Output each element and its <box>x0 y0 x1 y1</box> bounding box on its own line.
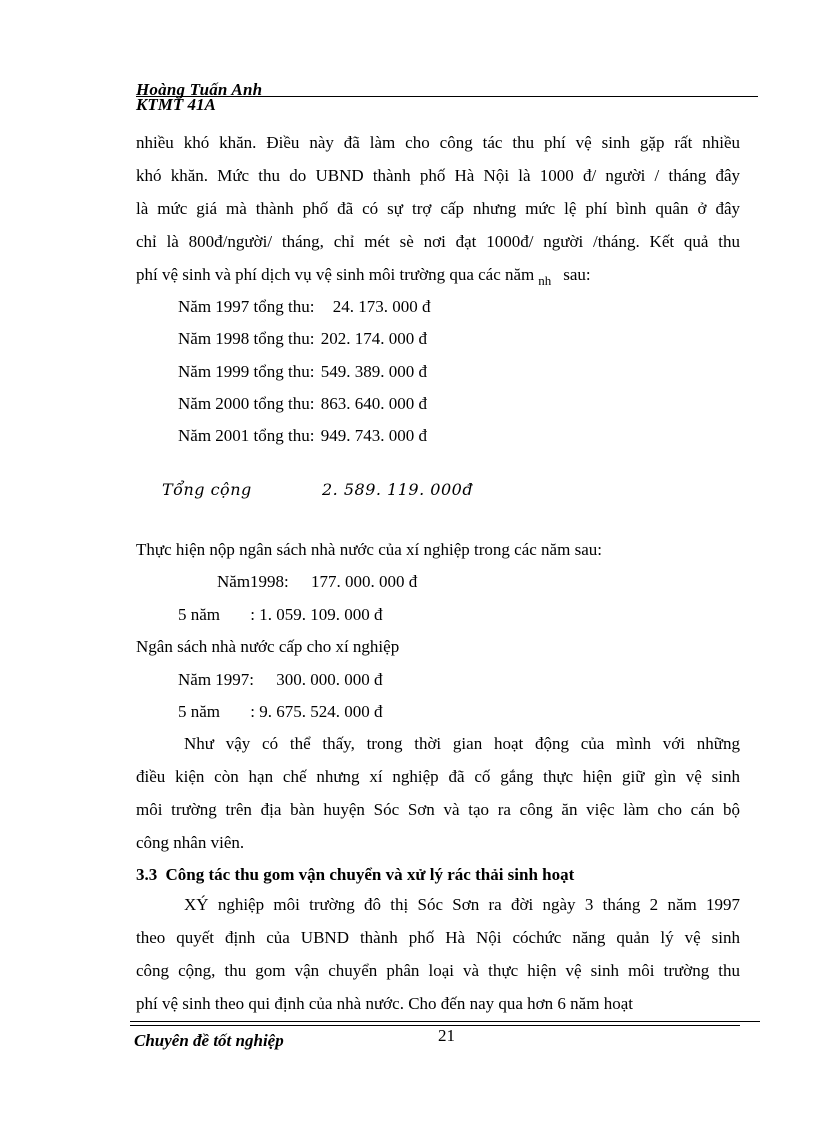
footer-rule-top <box>130 1021 760 1022</box>
line-start: phí vệ sinh và phí dịch vụ vệ sinh môi trường qua các năm <box>136 265 535 284</box>
paragraph-line: công nhân viên. <box>136 833 245 852</box>
paragraph-line: XÝ nghiệp môi trường đô thị Sóc Sơn ra đời ngày 3 tháng 2 năm 1997 <box>184 895 740 914</box>
revenue-row <box>178 322 427 355</box>
revenue-amount: 863. 640. 000 đ <box>320 394 427 413</box>
revenue-row <box>178 387 427 420</box>
budget-paid-intro: Thực hiện nộp ngân sách nhà nước của xí nghiệp trong các năm sau: <box>136 540 602 559</box>
paragraph-line: điều kiện còn hạn chế nhưng xí nghiệp đã cố gắng thực hiện giữ gìn vệ sinh <box>136 767 740 786</box>
budget-paid-year-amount: 177. 000. 000 đ <box>311 572 418 591</box>
paragraph-line: Như vậy có thể thấy, trong thời gian hoạt động của mình với những <box>184 734 740 753</box>
revenue-label: Năm 2001 tổng thu: <box>178 426 315 445</box>
revenue-row <box>178 419 427 452</box>
paragraph-line: chỉ là 800đ/người/ tháng, chỉ mét sè nơi đạt 1000đ/ người /tháng. Kết quả thu <box>136 232 740 251</box>
page-number: 21 <box>438 1026 455 1045</box>
budget-received-year-row <box>178 663 383 696</box>
paragraph-line: khó khăn. Mức thu do UBND thành phố Hà Nội là 1000 đ/ người / tháng đây <box>136 166 740 185</box>
budget-received-five-label: 5 năm <box>178 702 221 721</box>
budget-received-year-amount: 300. 000. 000 đ <box>276 670 383 689</box>
budget-received-five-row <box>178 695 383 728</box>
line-end: sau: <box>563 265 591 284</box>
paragraph-line: công cộng, thu gom vận chuyển phân loại và thực hiện vệ sinh môi trường thu <box>136 961 740 980</box>
paragraph-line: theo quyết định của UBND thành phố Hà Nội cóchức năng quản lý vệ sinh <box>136 928 740 947</box>
revenue-amount: 24. 173. 000 đ <box>332 297 431 316</box>
budget-received-intro: Ngân sách nhà nước cấp cho xí nghiệp <box>136 637 400 656</box>
revenue-amount: 549. 389. 000 đ <box>320 362 427 381</box>
budget-paid-five-label: 5 năm <box>178 605 221 624</box>
budget-received-five-amount: : 9. 675. 524. 000 đ <box>250 702 383 721</box>
revenue-row <box>178 355 427 388</box>
paragraph-line: phí vệ sinh theo qui định của nhà nước. Cho đến nay qua hơn 6 năm hoạt <box>136 994 633 1013</box>
budget-paid-five-row <box>178 598 383 631</box>
section-title: Công tác thu gom vận chuyển và xử lý rác thải sinh hoạt <box>165 865 575 884</box>
paragraph-enterprise <box>136 888 740 1020</box>
section-heading <box>136 858 574 891</box>
budget-paid-five-amount: : 1. 059. 109. 000 đ <box>250 605 383 624</box>
revenue-row <box>178 290 430 323</box>
paragraph-fee-collection <box>136 126 740 291</box>
revenue-label: Năm 1997 tổng thu: <box>178 297 315 316</box>
total-amount: 2. 589. 119. 000đ <box>322 480 474 499</box>
paragraph-line: nhiều khó khăn. Điều này đã làm cho công tác thu phí vệ sinh gặp rất nhiều <box>136 133 740 152</box>
header-rule <box>136 96 758 97</box>
paragraph-conclusion <box>136 727 740 859</box>
budget-received-year-label: Năm 1997: <box>178 670 255 689</box>
revenue-label: Năm 1999 tổng thu: <box>178 362 315 381</box>
section-number: 3.3 <box>136 865 158 884</box>
header-class-code: KTMT 41A <box>136 95 216 114</box>
footer-title: Chuyên đề tốt nghiệp <box>134 1031 284 1050</box>
subscript-fragment: nh <box>538 273 552 288</box>
revenue-label: Năm 2000 tổng thu: <box>178 394 315 413</box>
budget-paid-year-label: Năm1998: <box>217 572 289 591</box>
paragraph-line: là mức giá mà thành phố đã có sự trợ cấp nhưng mức lệ phí bình quân ở đây <box>136 199 740 218</box>
footer-rule-bottom <box>130 1025 740 1026</box>
revenue-amount: 949. 743. 000 đ <box>320 426 427 445</box>
total-label: Tổng cộng <box>162 480 252 499</box>
paragraph-line: môi trường trên địa bàn huyện Sóc Sơn và tạo ra công ăn việc làm cho cán bộ <box>136 800 740 819</box>
budget-paid-year-row <box>217 565 417 598</box>
revenue-label: Năm 1998 tổng thu: <box>178 329 315 348</box>
header-author: Hoàng Tuấn Anh <box>136 80 263 99</box>
paragraph-line <box>136 258 740 291</box>
revenue-amount: 202. 174. 000 đ <box>320 329 427 348</box>
